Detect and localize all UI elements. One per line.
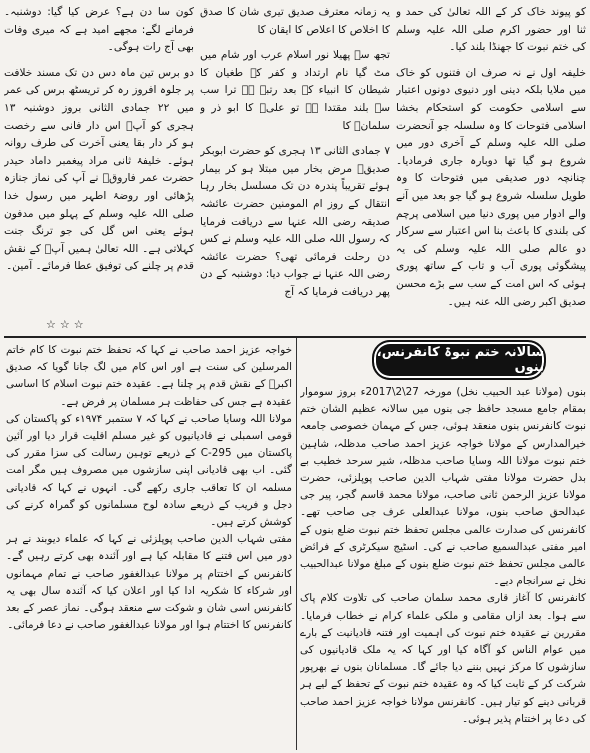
end-stars: ☆☆☆ <box>46 318 88 331</box>
paragraph: کون سا دن ہے؟ عرض کیا گیا: دوشنبہ۔ فرمانے لگے: مجھے امید ہے کہ میری وفات بھی آج رات ہوگی۔ <box>4 6 194 54</box>
article-upper <box>4 4 586 334</box>
poem-verse: یہ زمانہ معترف صدیق تیری شان کا صدق کا اخلاص کا اعلاص کا ایقان کا <box>200 6 390 36</box>
column-divider <box>296 338 297 750</box>
poem-verse: تجھ سے پھیلا نور اسلام عرب اور شام میں مٹ گیا نام ارتداد و کفر کے طغیان کا شیطان کا انبیاء کے بعد رتبہ ہے ترا سب سے بلند مقتدا ہے تو علیؓ کا ابو ذر و سلمانؓ کا <box>200 49 390 132</box>
paragraph: دو برس تین ماہ دس دن تک مسند خلافت پر جلوہ افروز رہ کر تریسٹھ برس کی عمر میں ۲۲ جمادی الثانی بروز دوشنبہ ۱۳ ہجری کو آپؓ اس دار فانی سے رخصت ہو کر دار بقا یعنی آخرت کی طرف روانہ ہوئے۔ خلیفۂ ثانی مراد پیغمبر داماد حیدر حضرت عمر فاروقؓ نے آپ کی نماز جنازہ پڑھائی اور روضۂ اطہر میں رسول خدا صلی اللہ علیہ وسلم کے پہلو میں مدفون ہوئے یعنی اس گل کی جو ترنگ جنت کہلاتی ہے۔ اللہ تعالیٰ ہمیں آپؓ کے نقش قدم پر چلنے کی توفیق عطا فرمائے۔ آمین۔ <box>4 66 194 273</box>
report-left-column <box>6 342 292 748</box>
paragraph: ۷ جمادی الثانی ۱۳ ہجری کو حضرت ابوبکر صدیقؓ مرض بخار میں مبتلا ہو کر بیمار ہوئے تقریباً پندرہ دن تک مسلسل بخار رہا انتقال کے روز ام المومنین حضرت عائشہ صدیقہ رضی اللہ عنہا سے دریافت فرمایا کہ رسول اللہ صلی اللہ علیہ وسلم نے کس دن رحلت فرمائی تھی؟ حضرت عائشہ رضی اللہ عنہا نے جواب دیا: دوشنبہ کے دن پھر دریافت فرمایا کہ آج <box>200 145 390 298</box>
paragraph: بنوں (مولانا عبد الحبیب نخل) مورخہ 27\2\2017ء بروز سوموار بمقام جامع مسجد حافظ جی بنوں میں سالانہ عظیم الشان ختم نبوت کانفرنس بنوں منعقد ہوئی، جس کے مہمان خصوصی جامعہ خیرالمدارس کے مولانا خواجہ عزیز احمد صاحب مدظلہ، شاہین ختم نبوت مولانا اللہ وسایا صاحب مدظلہ، شیر سرحد خطیب بے بدل حضرت مولانا مفتی شہاب الدین صاحب پوپلزئی، حضرت مولانا عزیز الرحمن ثانی صاحب، مولانا محمد قاسم گجر، پیر جی عبدالحق صاحب بنوں، مولانا عبدالعلی عرف جی صاحب تھے۔ کانفرنس کی صدارت عالمی مجلس تحفظ ختم نبوت ضلع بنوں کے امیر مفتی عبدالسمیع صاحب نے کی۔ اسٹیج سیکرٹری کے فرائض عالمی مجلس تحفظ ختم نبوت ضلع بنوں کے مبلغ مولانا عبدالحبیب نخل نے سرانجام دیے۔ <box>300 386 586 588</box>
paragraph: خواجہ عزیز احمد صاحب نے کہا کہ تحفظ ختم نبوت کا کام خاتم المرسلین کی سنت ہے اور اس کام میں لگ جانا گویا کہ صدیق اکبرؓ کے نقش قدم پر چلنا ہے۔ عقیدہ ختم نبوت اسلام کا اساسی عقیدہ ہے جس کی حفاظت ہر مسلمان پر فرض ہے۔ <box>6 344 292 408</box>
paragraph: کانفرنس کا آغاز قاری محمد سلمان صاحب کی تلاوت کلام پاک سے ہوا۔ بعد ازاں مقامی و ملکی علماء کرام نے خطاب فرمایا۔ مقررین نے عقیدہ ختم نبوت کی اہمیت اور فتنہ قادیانیت کے بارے میں عوام الناس کو آگاہ کیا اور کہا کہ یہ ملک قادیانیوں کی سازشوں کا مرکز نہیں بننے دیا جائے گا۔ مسلمانان بنوں نے بھرپور شرکت کر کے ثابت کیا کہ وہ عقیدہ ختم نبوت کے تحفظ کے لیے ہر قربانی دینے کو تیار ہیں۔ کانفرنس مولانا خواجہ عزیز احمد صاحب کی دعا پر اختتام پذیر ہوئی۔ <box>300 592 586 725</box>
conference-title-banner: سالانہ ختم نبوۃ کانفرنس، بنوں <box>372 340 546 380</box>
upper-right-column <box>396 4 586 334</box>
paragraph: خلیفہ اول نے نہ صرف ان فتنوں کو خاک میں ملایا بلکہ دینی اور دنیوی دونوں اعتبار سے اسلامی حکومت کو استحکام بخشا اسلامی فتوحات کا وہ سلسلہ جو آنحضرت صلی اللہ علیہ وسلم کے آخری دور میں شروع ہو گیا تھا دوبارہ جاری فرمادیا۔ چنانچہ دور صدیقی میں فتوحات کا وہ طویل سلسلہ شروع ہو گیا جو بعد میں آنے والے ادوار میں پوری دنیا میں اسلامی پرچم کی بلندی کا باعث بنا اس اعتبار سے سرکار دو عالم صلی اللہ علیہ وسلم کی یہ پیشگوئی پوری آب و تاب کے ساتھ پوری ہوئی کہ اس امت کے سب سے بڑے محسن صدیق اکبر رضی اللہ عنہ ہیں۔ <box>396 66 586 308</box>
report-right-column <box>300 384 586 748</box>
upper-middle-column <box>200 4 390 334</box>
section-divider <box>4 336 586 338</box>
paragraph: مفتی شہاب الدین صاحب پوپلزئی نے کہا کہ علماء دیوبند نے ہر دور میں اس فتنے کا مقابلہ کیا ہے اور آئندہ بھی کرتے رہیں گے۔ کانفرنس کے اختتام پر مولانا عبدالغفور صاحب نے تمام مہمانوں اور شرکاء کا شکریہ ادا کیا اور اعلان کیا کہ آئندہ سال بھی یہ کانفرنس اسی شان و شوکت سے منعقد ہوگی۔ نماز عصر کے بعد کانفرنس کا اختتام ہوا اور مولانا عبدالغفور صاحب نے دعا فرمائی۔ <box>6 533 292 632</box>
paragraph: کو پیوند خاک کر کے اللہ تعالیٰ کی حمد و ثنا اور حضور اکرم صلی اللہ علیہ وسلم کی ختم نبوت کا جھنڈا بلند کیا۔ <box>396 6 586 54</box>
upper-left-column <box>4 4 194 334</box>
paragraph: مولانا اللہ وسایا صاحب نے کہا کہ ۷ ستمبر ۱۹۷۴ء کو پاکستان کی قومی اسمبلی نے قادیانیوں کو غیر مسلم اقلیت قرار دیا اور آئین پاکستان میں 295-C کے ذریعے توہین رسالت کی سزا مقرر کی گئی۔ اب بھی قادیانی اپنی سازشوں میں مصروف ہیں مگر امت مسلمہ ان کا تعاقب جاری رکھے گی۔ انہوں نے کہا کہ قادیانی دجل و فریب کے ذریعے سادہ لوح مسلمانوں کو گمراہ کرنے کی کوشش کرتے ہیں۔ <box>6 412 292 529</box>
